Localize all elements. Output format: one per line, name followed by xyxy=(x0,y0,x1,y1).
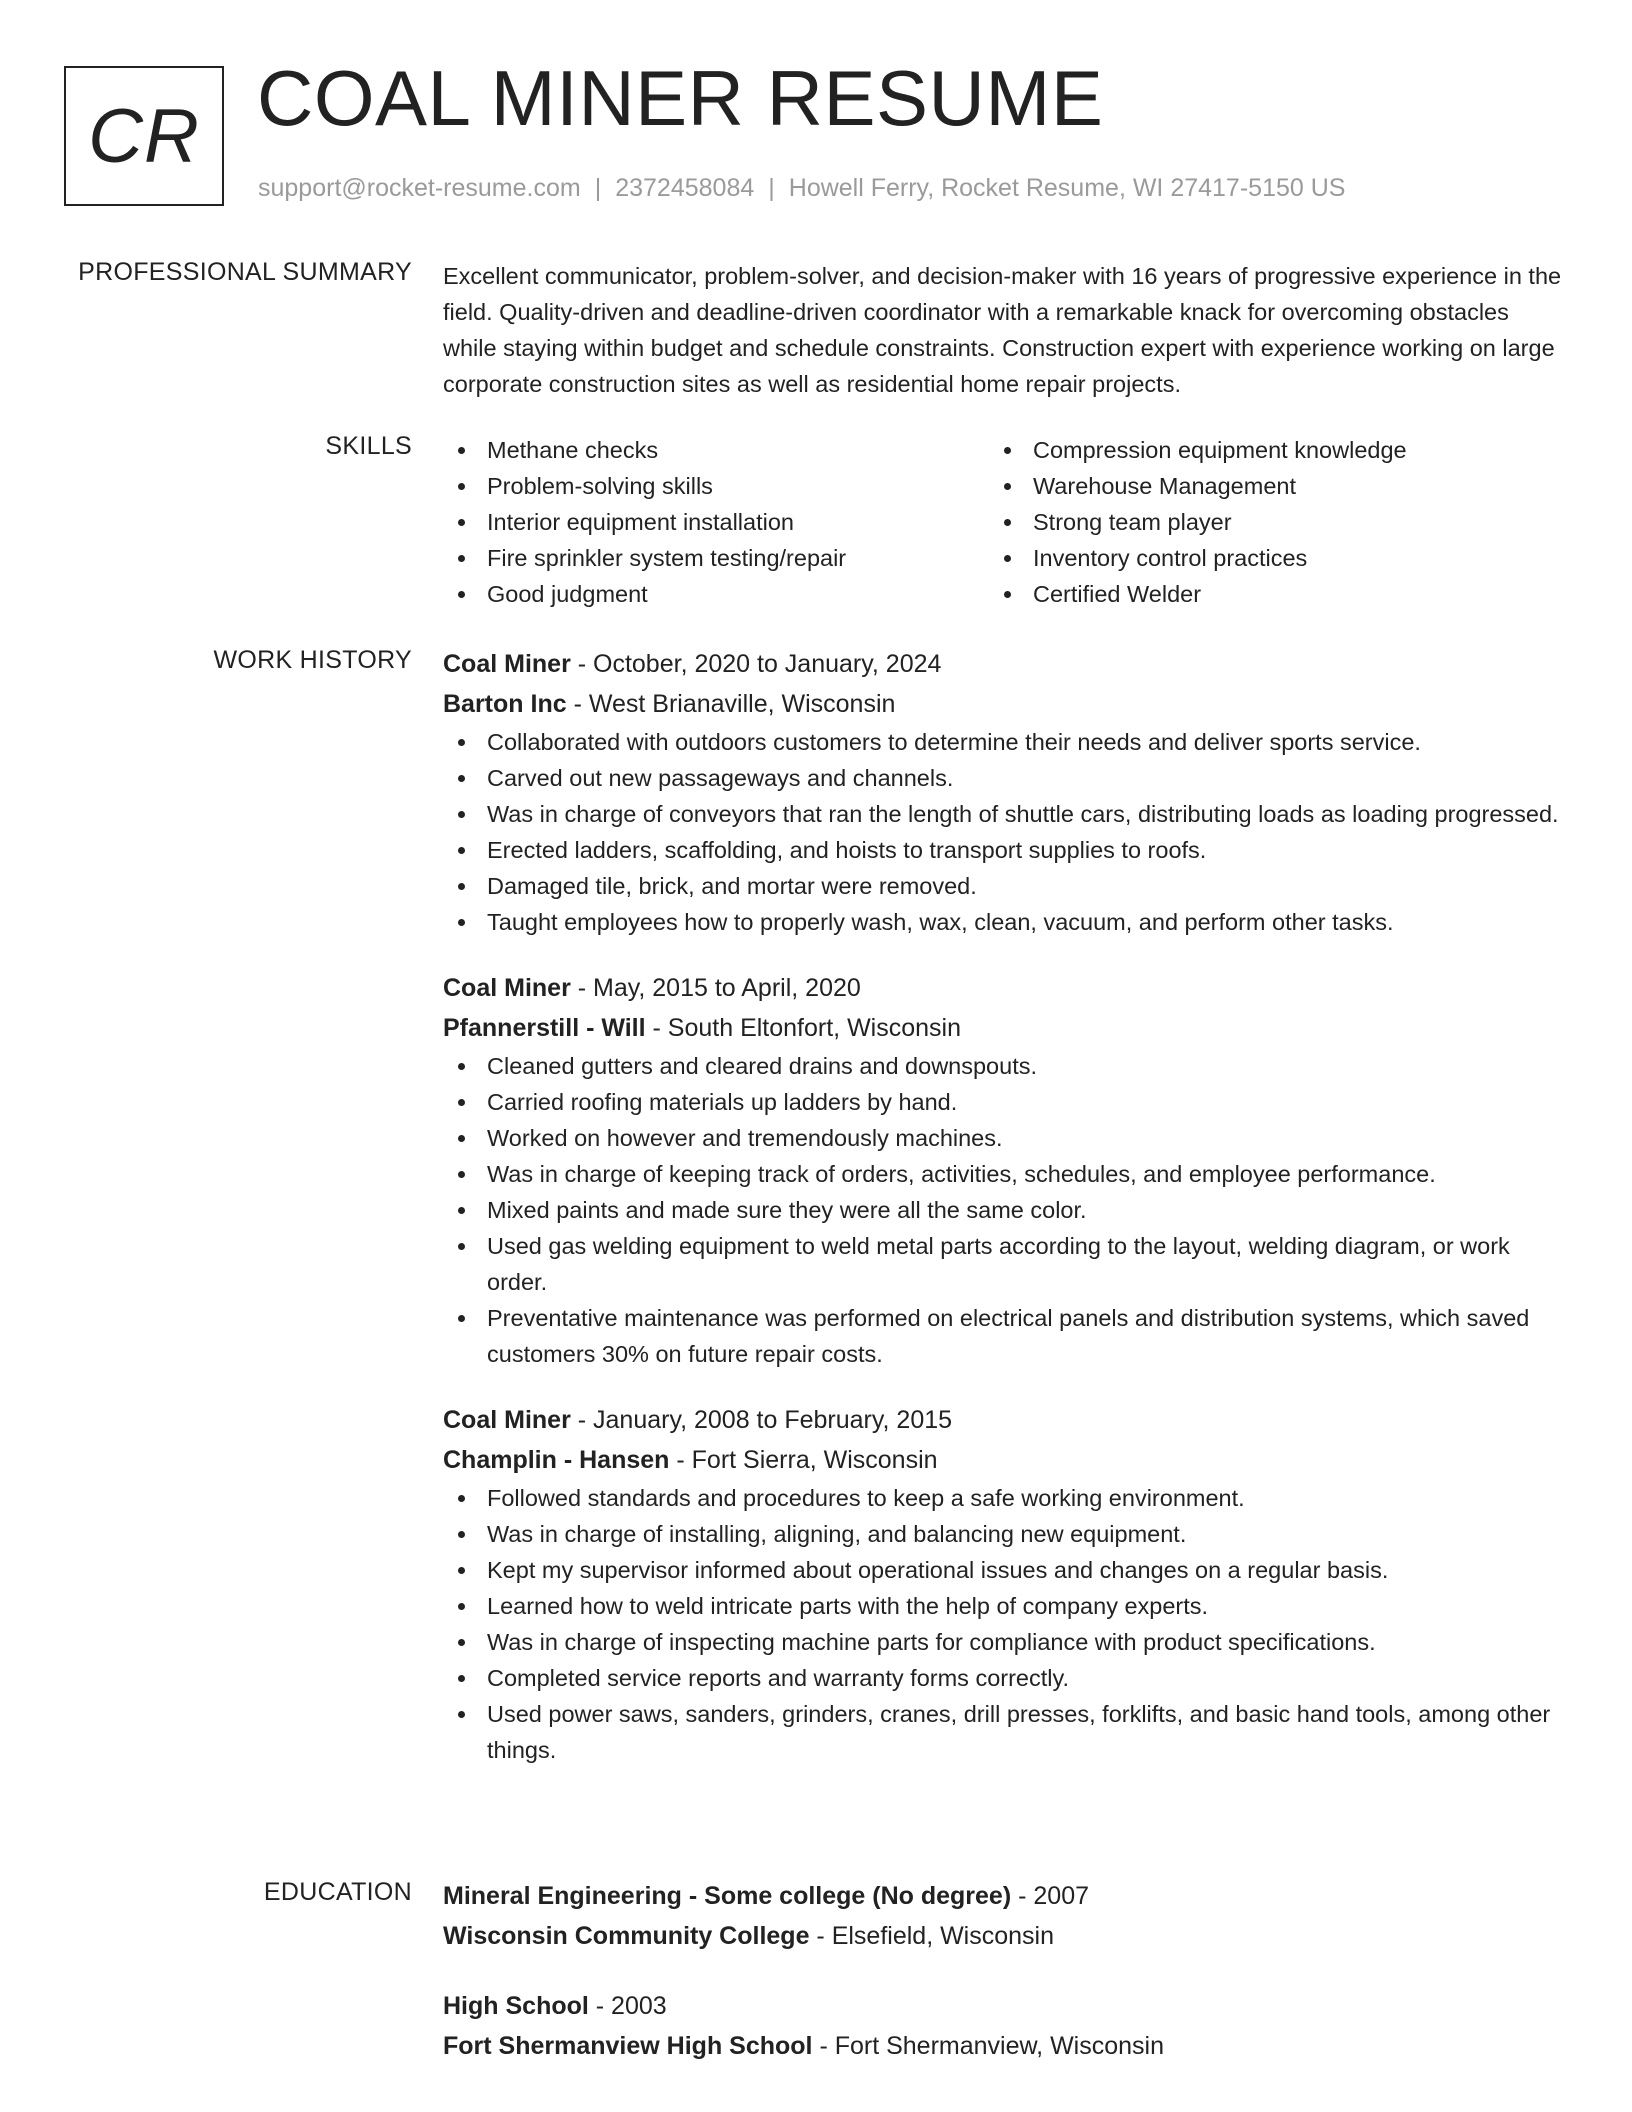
job-entry xyxy=(443,644,1563,940)
job-bullet: Used gas welding equipment to weld metal parts according to the layout, welding diagram, or work order. xyxy=(443,1228,1563,1300)
job-bullet: Completed service reports and warranty forms correctly. xyxy=(443,1660,1563,1696)
skill-item: Good judgment xyxy=(443,576,989,612)
section-label-summary: PROFESSIONAL SUMMARY xyxy=(78,258,412,286)
job-dates: - May, 2015 to April, 2020 xyxy=(570,974,861,1002)
skill-item: Compression equipment knowledge xyxy=(989,432,1535,468)
job-bullet: Was in charge of keeping track of orders, activities, schedules, and employee performance. xyxy=(443,1156,1563,1192)
job-title-line xyxy=(443,644,1563,684)
contact-separator: | xyxy=(594,174,602,202)
job-title: Coal Miner xyxy=(443,974,571,1002)
education-degree-line xyxy=(443,1876,1563,1916)
education-school-line xyxy=(443,2026,1563,2066)
skill-item: Interior equipment installation xyxy=(443,504,989,540)
job-bullet: Worked on however and tremendously machines. xyxy=(443,1120,1563,1156)
job-bullet: Damaged tile, brick, and mortar were removed. xyxy=(443,868,1563,904)
education-degree: Mineral Engineering - Some college (No degree) xyxy=(443,1882,1012,1910)
job-location: - South Eltonfort, Wisconsin xyxy=(645,1014,961,1042)
summary-text: Excellent communicator, problem-solver, and decision-maker with 16 years of progressive experience in the field. Quality-driven and deadline-driven coordinator with a remarkable knack for overcoming obstacles while staying within budget and schedule constraints. Construction expert with experience working on large corporate construction sites as well as residential home repair projects. xyxy=(443,263,1562,397)
contact-phone[interactable]: 2372458084 xyxy=(615,174,755,202)
job-title-line xyxy=(443,1400,1563,1440)
job-dates: - January, 2008 to February, 2015 xyxy=(570,1406,953,1434)
work-history-body xyxy=(443,644,1563,1768)
monogram-initials: CR xyxy=(88,93,200,179)
skills-list-left xyxy=(443,432,989,612)
education-location: - Elsefield, Wisconsin xyxy=(809,1922,1055,1950)
skill-item: Problem-solving skills xyxy=(443,468,989,504)
job-company-line xyxy=(443,1440,1563,1480)
job-entry xyxy=(443,968,1563,1372)
job-bullet: Learned how to weld intricate parts with the help of company experts. xyxy=(443,1588,1563,1624)
education-school-line xyxy=(443,1916,1563,1956)
education-location: - Fort Shermanview, Wisconsin xyxy=(812,2032,1164,2060)
job-bullet: Erected ladders, scaffolding, and hoists to transport supplies to roofs. xyxy=(443,832,1563,868)
skill-item: Strong team player xyxy=(989,504,1535,540)
skill-item: Fire sprinkler system testing/repair xyxy=(443,540,989,576)
contact-separator: | xyxy=(768,174,775,202)
job-bullet: Kept my supervisor informed about operational issues and changes on a regular basis. xyxy=(443,1552,1563,1588)
contact-email[interactable]: support@rocket-resume.com xyxy=(258,174,581,202)
job-location: - West Brianaville, Wisconsin xyxy=(566,690,896,718)
job-bullets xyxy=(443,724,1563,940)
section-label-education: EDUCATION xyxy=(263,1878,412,1906)
job-company-line xyxy=(443,684,1563,724)
skill-item: Inventory control practices xyxy=(989,540,1535,576)
summary-body xyxy=(443,258,1563,402)
education-degree-line xyxy=(443,1986,1563,2026)
skills-grid xyxy=(443,432,1563,612)
skills-list-right xyxy=(989,432,1535,612)
job-bullet: Was in charge of conveyors that ran the length of shuttle cars, distributing loads as loading progressed. xyxy=(443,796,1563,832)
job-bullet: Mixed paints and made sure they were all the same color. xyxy=(443,1192,1563,1228)
job-bullets xyxy=(443,1048,1563,1372)
job-title-line xyxy=(443,968,1563,1008)
job-bullet: Carved out new passageways and channels. xyxy=(443,760,1563,796)
job-title: Coal Miner xyxy=(443,650,571,678)
contact-address: Howell Ferry, Rocket Resume, WI 27417-5150 US xyxy=(788,174,1346,202)
section-label-skills: SKILLS xyxy=(325,432,412,460)
job-bullet: Used power saws, sanders, grinders, cranes, drill presses, forklifts, and basic hand tools, among other things. xyxy=(443,1696,1563,1768)
job-bullet: Cleaned gutters and cleared drains and downspouts. xyxy=(443,1048,1563,1084)
skill-item: Methane checks xyxy=(443,432,989,468)
job-bullet: Was in charge of installing, aligning, and balancing new equipment. xyxy=(443,1516,1563,1552)
skill-item: Certified Welder xyxy=(989,576,1535,612)
skills-body xyxy=(443,432,1563,612)
education-school: Wisconsin Community College xyxy=(443,1922,810,1950)
education-year: - 2007 xyxy=(1011,1882,1090,1910)
job-bullets xyxy=(443,1480,1563,1768)
education-body xyxy=(443,1876,1563,2066)
job-bullet: Collaborated with outdoors customers to determine their needs and deliver sports service. xyxy=(443,724,1563,760)
monogram-box xyxy=(64,66,224,206)
job-dates: - October, 2020 to January, 2024 xyxy=(570,650,942,678)
job-bullet: Was in charge of inspecting machine parts for compliance with product specifications. xyxy=(443,1624,1563,1660)
job-company: Barton Inc xyxy=(443,690,567,718)
job-location: - Fort Sierra, Wisconsin xyxy=(669,1446,938,1474)
skill-item: Warehouse Management xyxy=(989,468,1535,504)
job-company-line xyxy=(443,1008,1563,1048)
education-school: Fort Shermanview High School xyxy=(443,2032,813,2060)
education-year: - 2003 xyxy=(588,1992,667,2020)
job-bullet: Followed standards and procedures to keep a safe working environment. xyxy=(443,1480,1563,1516)
job-bullet: Carried roofing materials up ladders by hand. xyxy=(443,1084,1563,1120)
job-company: Pfannerstill - Will xyxy=(443,1014,646,1042)
job-entry xyxy=(443,1400,1563,1768)
job-bullet: Taught employees how to properly wash, wax, clean, vacuum, and perform other tasks. xyxy=(443,904,1563,940)
education-entry xyxy=(443,1986,1563,2066)
job-company: Champlin - Hansen xyxy=(443,1446,670,1474)
education-entry xyxy=(443,1876,1563,1956)
contact-line xyxy=(258,174,1345,203)
section-label-work-history: WORK HISTORY xyxy=(213,646,412,674)
education-degree: High School xyxy=(443,1992,589,2020)
resume-title: COAL MINER RESUME xyxy=(257,54,1104,142)
job-bullet: Preventative maintenance was performed on electrical panels and distribution systems, which saved customers 30% on future repair costs. xyxy=(443,1300,1563,1372)
job-title: Coal Miner xyxy=(443,1406,571,1434)
